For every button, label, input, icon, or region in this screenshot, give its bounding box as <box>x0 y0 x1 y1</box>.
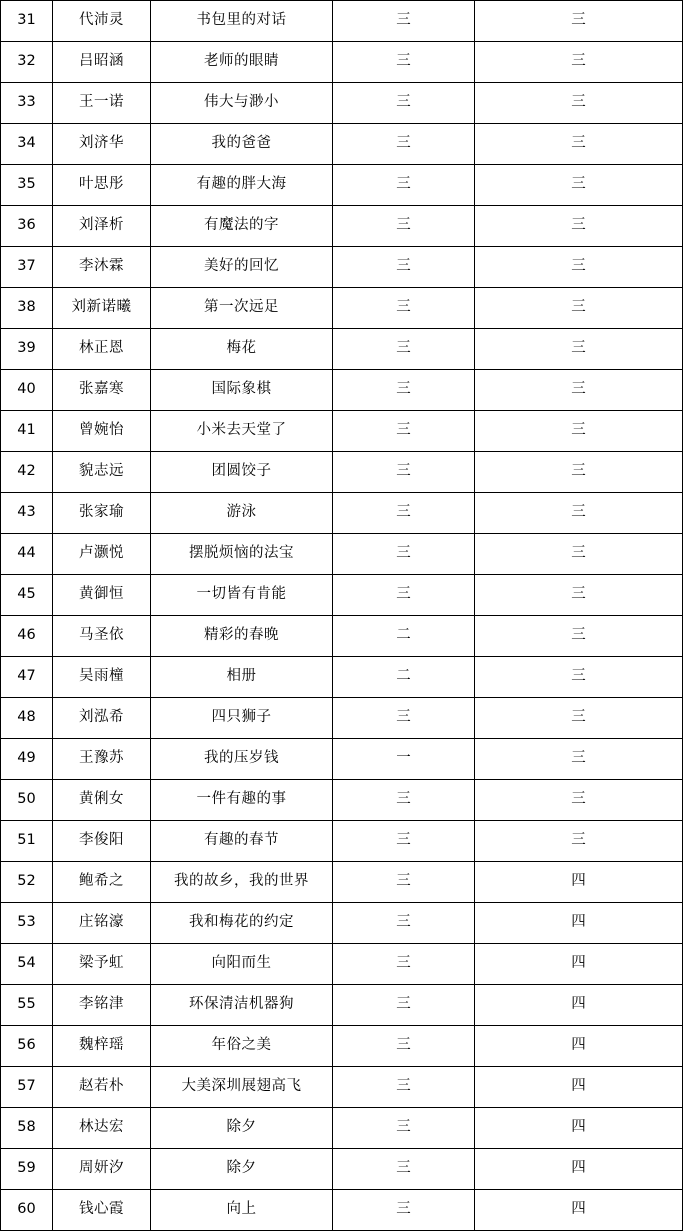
table-row <box>1 247 683 288</box>
cell-name: 钱心霞 <box>53 1190 151 1231</box>
cell-index: 56 <box>1 1026 53 1067</box>
cell-name: 叶思彤 <box>53 165 151 206</box>
cell-level: 四 <box>475 1067 683 1108</box>
cell-level: 三 <box>475 452 683 493</box>
cell-grade: 三 <box>333 411 475 452</box>
cell-level: 三 <box>475 42 683 83</box>
table-row <box>1 534 683 575</box>
cell-name: 卢灏悦 <box>53 534 151 575</box>
cell-index: 48 <box>1 698 53 739</box>
cell-title: 年俗之美 <box>151 1026 333 1067</box>
table-row <box>1 206 683 247</box>
cell-name: 吕昭涵 <box>53 42 151 83</box>
cell-grade: 三 <box>333 42 475 83</box>
table-row <box>1 739 683 780</box>
cell-level: 三 <box>475 247 683 288</box>
cell-name: 林达宏 <box>53 1108 151 1149</box>
cell-level: 三 <box>475 411 683 452</box>
cell-level: 四 <box>475 862 683 903</box>
cell-grade: 三 <box>333 821 475 862</box>
cell-title: 四只狮子 <box>151 698 333 739</box>
cell-name: 张嘉寒 <box>53 370 151 411</box>
cell-grade: 三 <box>333 534 475 575</box>
table-row <box>1 575 683 616</box>
cell-title: 精彩的春晚 <box>151 616 333 657</box>
cell-title: 向上 <box>151 1190 333 1231</box>
cell-title: 我的爸爸 <box>151 124 333 165</box>
cell-level: 四 <box>475 985 683 1026</box>
cell-title: 向阳而生 <box>151 944 333 985</box>
table-row <box>1 780 683 821</box>
cell-title: 我的压岁钱 <box>151 739 333 780</box>
cell-title: 相册 <box>151 657 333 698</box>
table-row <box>1 493 683 534</box>
cell-index: 35 <box>1 165 53 206</box>
cell-name: 赵若朴 <box>53 1067 151 1108</box>
cell-name: 李铭津 <box>53 985 151 1026</box>
cell-name: 梁予虹 <box>53 944 151 985</box>
cell-index: 39 <box>1 329 53 370</box>
cell-title: 摆脱烦恼的法宝 <box>151 534 333 575</box>
cell-level: 四 <box>475 944 683 985</box>
cell-title: 一件有趣的事 <box>151 780 333 821</box>
table-body <box>1 1 683 1231</box>
table-row <box>1 165 683 206</box>
table-row <box>1 370 683 411</box>
table-row <box>1 124 683 165</box>
cell-level: 三 <box>475 780 683 821</box>
cell-index: 45 <box>1 575 53 616</box>
cell-level: 四 <box>475 903 683 944</box>
cell-level: 三 <box>475 1 683 42</box>
table-row <box>1 985 683 1026</box>
cell-grade: 三 <box>333 575 475 616</box>
cell-name: 周妍汐 <box>53 1149 151 1190</box>
cell-title: 游泳 <box>151 493 333 534</box>
cell-grade: 三 <box>333 862 475 903</box>
cell-level: 三 <box>475 657 683 698</box>
cell-grade: 三 <box>333 370 475 411</box>
table-row <box>1 862 683 903</box>
cell-name: 魏梓瑶 <box>53 1026 151 1067</box>
cell-name: 貌志远 <box>53 452 151 493</box>
cell-title: 大美深圳展翅高飞 <box>151 1067 333 1108</box>
cell-name: 李俊阳 <box>53 821 151 862</box>
cell-name: 刘新诺曦 <box>53 288 151 329</box>
cell-level: 三 <box>475 616 683 657</box>
cell-grade: 三 <box>333 124 475 165</box>
cell-title: 老师的眼睛 <box>151 42 333 83</box>
cell-level: 三 <box>475 83 683 124</box>
cell-grade: 二 <box>333 616 475 657</box>
cell-name: 鲍希之 <box>53 862 151 903</box>
cell-name: 王豫苏 <box>53 739 151 780</box>
cell-index: 36 <box>1 206 53 247</box>
cell-title: 国际象棋 <box>151 370 333 411</box>
cell-grade: 三 <box>333 83 475 124</box>
cell-grade: 三 <box>333 903 475 944</box>
table-row <box>1 83 683 124</box>
cell-index: 51 <box>1 821 53 862</box>
cell-level: 三 <box>475 534 683 575</box>
cell-index: 58 <box>1 1108 53 1149</box>
cell-level: 三 <box>475 206 683 247</box>
table-row <box>1 452 683 493</box>
cell-index: 46 <box>1 616 53 657</box>
table-row <box>1 821 683 862</box>
cell-grade: 三 <box>333 1149 475 1190</box>
cell-index: 33 <box>1 83 53 124</box>
cell-index: 44 <box>1 534 53 575</box>
cell-index: 53 <box>1 903 53 944</box>
cell-name: 刘泓希 <box>53 698 151 739</box>
cell-title: 除夕 <box>151 1108 333 1149</box>
cell-grade: 三 <box>333 1108 475 1149</box>
cell-grade: 三 <box>333 944 475 985</box>
cell-title: 美好的回忆 <box>151 247 333 288</box>
cell-grade: 三 <box>333 206 475 247</box>
cell-title: 书包里的对话 <box>151 1 333 42</box>
cell-grade: 三 <box>333 698 475 739</box>
cell-grade: 三 <box>333 1190 475 1231</box>
cell-level: 三 <box>475 821 683 862</box>
cell-grade: 三 <box>333 1 475 42</box>
cell-index: 37 <box>1 247 53 288</box>
cell-index: 60 <box>1 1190 53 1231</box>
cell-level: 四 <box>475 1149 683 1190</box>
table-row <box>1 1108 683 1149</box>
cell-name: 代沛灵 <box>53 1 151 42</box>
cell-level: 三 <box>475 288 683 329</box>
cell-grade: 三 <box>333 165 475 206</box>
cell-grade: 三 <box>333 288 475 329</box>
cell-index: 38 <box>1 288 53 329</box>
cell-level: 三 <box>475 493 683 534</box>
table-row <box>1 329 683 370</box>
cell-title: 第一次远足 <box>151 288 333 329</box>
cell-level: 四 <box>475 1190 683 1231</box>
table-row <box>1 903 683 944</box>
cell-level: 四 <box>475 1108 683 1149</box>
cell-level: 三 <box>475 698 683 739</box>
cell-index: 31 <box>1 1 53 42</box>
table-row <box>1 1190 683 1231</box>
cell-name: 马圣依 <box>53 616 151 657</box>
cell-index: 52 <box>1 862 53 903</box>
table-row <box>1 411 683 452</box>
table-row <box>1 288 683 329</box>
cell-index: 55 <box>1 985 53 1026</box>
cell-title: 有趣的春节 <box>151 821 333 862</box>
cell-level: 三 <box>475 739 683 780</box>
cell-title: 除夕 <box>151 1149 333 1190</box>
table-row <box>1 1 683 42</box>
cell-level: 三 <box>475 329 683 370</box>
cell-index: 32 <box>1 42 53 83</box>
table-row <box>1 42 683 83</box>
cell-title: 我和梅花的约定 <box>151 903 333 944</box>
cell-name: 庄铭濠 <box>53 903 151 944</box>
cell-title: 有趣的胖大海 <box>151 165 333 206</box>
cell-title: 伟大与渺小 <box>151 83 333 124</box>
cell-name: 黄俐女 <box>53 780 151 821</box>
cell-title: 小米去天堂了 <box>151 411 333 452</box>
cell-title: 梅花 <box>151 329 333 370</box>
cell-name: 王一诺 <box>53 83 151 124</box>
cell-name: 刘济华 <box>53 124 151 165</box>
cell-level: 三 <box>475 124 683 165</box>
table-row <box>1 657 683 698</box>
cell-level: 三 <box>475 370 683 411</box>
cell-name: 林正恩 <box>53 329 151 370</box>
cell-grade: 三 <box>333 1067 475 1108</box>
cell-index: 43 <box>1 493 53 534</box>
cell-grade: 三 <box>333 329 475 370</box>
table-row <box>1 1067 683 1108</box>
cell-title: 团圆饺子 <box>151 452 333 493</box>
cell-level: 四 <box>475 1026 683 1067</box>
cell-name: 张家瑜 <box>53 493 151 534</box>
table-row <box>1 1149 683 1190</box>
cell-grade: 三 <box>333 1026 475 1067</box>
cell-index: 40 <box>1 370 53 411</box>
table-row <box>1 616 683 657</box>
cell-index: 50 <box>1 780 53 821</box>
cell-grade: 一 <box>333 739 475 780</box>
cell-index: 47 <box>1 657 53 698</box>
cell-grade: 三 <box>333 452 475 493</box>
cell-name: 曾婉怡 <box>53 411 151 452</box>
cell-title: 我的故乡，我的世界 <box>151 862 333 903</box>
cell-index: 41 <box>1 411 53 452</box>
table-row <box>1 698 683 739</box>
cell-grade: 二 <box>333 657 475 698</box>
cell-index: 54 <box>1 944 53 985</box>
cell-level: 三 <box>475 575 683 616</box>
cell-grade: 三 <box>333 493 475 534</box>
cell-level: 三 <box>475 165 683 206</box>
cell-grade: 三 <box>333 780 475 821</box>
cell-grade: 三 <box>333 985 475 1026</box>
cell-name: 李沐霖 <box>53 247 151 288</box>
cell-index: 59 <box>1 1149 53 1190</box>
table-row <box>1 944 683 985</box>
cell-index: 49 <box>1 739 53 780</box>
cell-title: 有魔法的字 <box>151 206 333 247</box>
cell-index: 42 <box>1 452 53 493</box>
cell-name: 黄御恒 <box>53 575 151 616</box>
cell-title: 一切皆有肯能 <box>151 575 333 616</box>
cell-name: 吴雨橦 <box>53 657 151 698</box>
cell-grade: 三 <box>333 247 475 288</box>
table-row <box>1 1026 683 1067</box>
cell-index: 34 <box>1 124 53 165</box>
cell-name: 刘泽析 <box>53 206 151 247</box>
cell-title: 环保清洁机器狗 <box>151 985 333 1026</box>
cell-index: 57 <box>1 1067 53 1108</box>
